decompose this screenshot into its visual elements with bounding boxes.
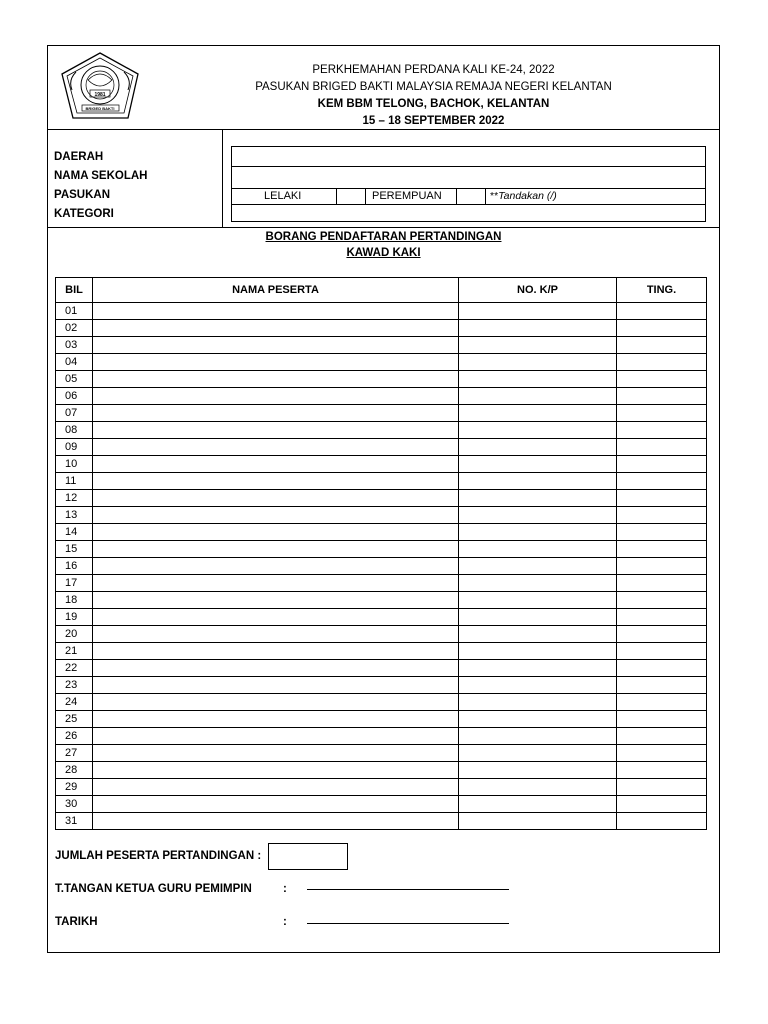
signature-colon: : <box>283 883 287 895</box>
female-label: PEREMPUAN <box>372 190 442 202</box>
nama-peserta-cell[interactable] <box>93 337 459 354</box>
no-kp-cell[interactable] <box>459 456 617 473</box>
row-number: 15 <box>56 541 93 558</box>
nama-peserta-cell[interactable] <box>93 609 459 626</box>
table-row <box>56 439 707 456</box>
table-row <box>56 354 707 371</box>
no-kp-cell[interactable] <box>459 677 617 694</box>
no-kp-cell[interactable] <box>459 320 617 337</box>
label-daerah: DAERAH <box>54 151 104 163</box>
row-number: 17 <box>56 575 93 592</box>
nama-peserta-cell[interactable] <box>93 626 459 643</box>
ting-cell[interactable] <box>617 354 707 371</box>
nama-peserta-cell[interactable] <box>93 541 459 558</box>
ting-cell[interactable] <box>617 507 707 524</box>
ting-cell[interactable] <box>617 456 707 473</box>
form-title <box>48 229 719 261</box>
no-kp-cell[interactable] <box>459 745 617 762</box>
row-number: 13 <box>56 507 93 524</box>
table-row <box>56 711 707 728</box>
table-row <box>56 524 707 541</box>
ting-cell[interactable] <box>617 439 707 456</box>
ting-cell[interactable] <box>617 303 707 320</box>
ting-cell[interactable] <box>617 371 707 388</box>
col-no-kp: NO. K/P <box>459 278 617 303</box>
no-kp-cell[interactable] <box>459 507 617 524</box>
table-row <box>56 660 707 677</box>
col-nama-peserta: NAMA PESERTA <box>93 278 459 303</box>
info-section <box>48 130 719 228</box>
no-kp-cell[interactable] <box>459 558 617 575</box>
row-number: 22 <box>56 660 93 677</box>
ting-cell[interactable] <box>617 711 707 728</box>
ting-cell[interactable] <box>617 728 707 745</box>
table-row <box>56 728 707 745</box>
label-pasukan: PASUKAN <box>54 189 111 201</box>
ting-cell[interactable] <box>617 677 707 694</box>
table-row <box>56 813 707 830</box>
ting-cell[interactable] <box>617 660 707 677</box>
row-number: 07 <box>56 405 93 422</box>
no-kp-cell[interactable] <box>459 643 617 660</box>
row-number: 09 <box>56 439 93 456</box>
male-checkbox[interactable] <box>336 188 366 205</box>
row-number: 06 <box>56 388 93 405</box>
table-row <box>56 490 707 507</box>
row-number: 28 <box>56 762 93 779</box>
ting-cell[interactable] <box>617 813 707 830</box>
ting-cell[interactable] <box>617 558 707 575</box>
male-label: LELAKI <box>264 190 302 202</box>
nama-peserta-cell[interactable] <box>93 439 459 456</box>
table-row <box>56 541 707 558</box>
row-number: 11 <box>56 473 93 490</box>
table-row <box>56 694 707 711</box>
nama-peserta-cell[interactable] <box>93 592 459 609</box>
logo-text: BRIGED BAKTI <box>85 106 115 111</box>
ting-cell[interactable] <box>617 473 707 490</box>
table-row <box>56 762 707 779</box>
date-colon: : <box>283 916 287 928</box>
nama-peserta-cell[interactable] <box>93 490 459 507</box>
ting-cell[interactable] <box>617 422 707 439</box>
header <box>48 46 719 130</box>
row-number: 31 <box>56 813 93 830</box>
row-number: 08 <box>56 422 93 439</box>
row-number: 02 <box>56 320 93 337</box>
no-kp-cell[interactable] <box>459 728 617 745</box>
no-kp-cell[interactable] <box>459 541 617 558</box>
row-number: 20 <box>56 626 93 643</box>
ting-cell[interactable] <box>617 796 707 813</box>
logo-year: 1981 <box>94 92 106 98</box>
row-number: 04 <box>56 354 93 371</box>
table-row <box>56 796 707 813</box>
ting-cell[interactable] <box>617 405 707 422</box>
table-row <box>56 388 707 405</box>
nama-peserta-cell[interactable] <box>93 745 459 762</box>
nama-peserta-cell[interactable] <box>93 660 459 677</box>
table-row <box>56 371 707 388</box>
participant-table <box>55 277 707 830</box>
table-row <box>56 643 707 660</box>
table-header <box>56 278 707 303</box>
nama-peserta-cell[interactable] <box>93 354 459 371</box>
briged-bakti-logo <box>58 50 143 124</box>
nama-peserta-cell[interactable] <box>93 779 459 796</box>
nama-peserta-cell[interactable] <box>93 388 459 405</box>
nama-peserta-cell[interactable] <box>93 813 459 830</box>
nama-peserta-cell[interactable] <box>93 422 459 439</box>
table-row <box>56 473 707 490</box>
no-kp-cell[interactable] <box>459 796 617 813</box>
no-kp-cell[interactable] <box>459 337 617 354</box>
no-kp-cell[interactable] <box>459 694 617 711</box>
no-kp-cell[interactable] <box>459 490 617 507</box>
table-row <box>56 422 707 439</box>
no-kp-cell[interactable] <box>459 473 617 490</box>
label-kategori: KATEGORI <box>54 208 114 220</box>
info-fields <box>231 146 706 222</box>
row-number: 19 <box>56 609 93 626</box>
row-number: 16 <box>56 558 93 575</box>
row-number: 12 <box>56 490 93 507</box>
date-label: TARIKH <box>55 916 98 928</box>
header-text <box>148 62 719 130</box>
ting-cell[interactable] <box>617 337 707 354</box>
info-labels <box>54 148 148 224</box>
row-number: 30 <box>56 796 93 813</box>
form-frame <box>47 45 720 953</box>
row-number: 24 <box>56 694 93 711</box>
ting-cell[interactable] <box>617 626 707 643</box>
no-kp-cell[interactable] <box>459 303 617 320</box>
nama-peserta-cell[interactable] <box>93 796 459 813</box>
nama-peserta-cell[interactable] <box>93 711 459 728</box>
venue: KEM BBM TELONG, BACHOK, KELANTAN <box>317 98 550 110</box>
row-number: 18 <box>56 592 93 609</box>
col-bil: BIL <box>56 278 93 303</box>
no-kp-cell[interactable] <box>459 371 617 388</box>
organization-name: PASUKAN BRIGED BAKTI MALAYSIA REMAJA NEGERI KELANTAN <box>255 81 612 93</box>
table-row <box>56 677 707 694</box>
no-kp-cell[interactable] <box>459 609 617 626</box>
no-kp-cell[interactable] <box>459 439 617 456</box>
ting-cell[interactable] <box>617 643 707 660</box>
no-kp-cell[interactable] <box>459 779 617 796</box>
nama-peserta-cell[interactable] <box>93 473 459 490</box>
ting-cell[interactable] <box>617 745 707 762</box>
ting-cell[interactable] <box>617 388 707 405</box>
table-row <box>56 507 707 524</box>
nama-peserta-cell[interactable] <box>93 320 459 337</box>
no-kp-cell[interactable] <box>459 354 617 371</box>
nama-peserta-cell[interactable] <box>93 694 459 711</box>
nama-peserta-cell[interactable] <box>93 371 459 388</box>
date-line[interactable] <box>307 923 509 924</box>
total-label: JUMLAH PESERTA PERTANDINGAN : <box>55 850 262 862</box>
no-kp-cell[interactable] <box>459 592 617 609</box>
ting-cell[interactable] <box>617 541 707 558</box>
row-number: 25 <box>56 711 93 728</box>
nama-peserta-cell[interactable] <box>93 405 459 422</box>
row-number: 03 <box>56 337 93 354</box>
no-kp-cell[interactable] <box>459 388 617 405</box>
kategori-field[interactable] <box>231 204 706 222</box>
nama-peserta-cell[interactable] <box>93 643 459 660</box>
ting-cell[interactable] <box>617 320 707 337</box>
table-row <box>56 405 707 422</box>
ting-cell[interactable] <box>617 762 707 779</box>
table-row <box>56 558 707 575</box>
nama-peserta-cell[interactable] <box>93 677 459 694</box>
ting-cell[interactable] <box>617 524 707 541</box>
total-participants-field[interactable] <box>268 843 348 870</box>
table-row <box>56 303 707 320</box>
ting-cell[interactable] <box>617 779 707 796</box>
row-number: 01 <box>56 303 93 320</box>
row-number: 10 <box>56 456 93 473</box>
table-row <box>56 456 707 473</box>
no-kp-cell[interactable] <box>459 711 617 728</box>
no-kp-cell[interactable] <box>459 575 617 592</box>
row-number: 14 <box>56 524 93 541</box>
nama-peserta-cell[interactable] <box>93 456 459 473</box>
signature-line[interactable] <box>307 889 509 890</box>
nama-peserta-cell[interactable] <box>93 524 459 541</box>
ting-cell[interactable] <box>617 575 707 592</box>
table-row <box>56 320 707 337</box>
ting-cell[interactable] <box>617 609 707 626</box>
nama-peserta-cell[interactable] <box>93 507 459 524</box>
nama-peserta-cell[interactable] <box>93 558 459 575</box>
nama-peserta-cell[interactable] <box>93 762 459 779</box>
no-kp-cell[interactable] <box>459 813 617 830</box>
nama-peserta-cell[interactable] <box>93 303 459 320</box>
ting-cell[interactable] <box>617 694 707 711</box>
pasukan-gender-row <box>231 188 706 205</box>
nama-peserta-cell[interactable] <box>93 575 459 592</box>
row-number: 05 <box>56 371 93 388</box>
table-row <box>56 337 707 354</box>
row-number: 26 <box>56 728 93 745</box>
info-divider <box>222 130 223 227</box>
female-checkbox[interactable] <box>456 188 486 205</box>
row-number: 29 <box>56 779 93 796</box>
table-row <box>56 745 707 762</box>
no-kp-cell[interactable] <box>459 762 617 779</box>
daerah-field[interactable] <box>231 146 706 167</box>
event-title: PERKHEMAHAN PERDANA KALI KE-24, 2022 <box>312 64 555 76</box>
row-number: 27 <box>56 745 93 762</box>
table-row <box>56 575 707 592</box>
table-row <box>56 609 707 626</box>
table-row <box>56 592 707 609</box>
form-title-main: BORANG PENDAFTARAN PERTANDINGAN <box>265 231 502 243</box>
label-nama-sekolah: NAMA SEKOLAH <box>54 170 148 182</box>
nama-sekolah-field[interactable] <box>231 166 706 189</box>
table-row <box>56 626 707 643</box>
signature-label: T.TANGAN KETUA GURU PEMIMPIN <box>55 883 252 895</box>
nama-peserta-cell[interactable] <box>93 728 459 745</box>
row-number: 23 <box>56 677 93 694</box>
ting-cell[interactable] <box>617 592 707 609</box>
no-kp-cell[interactable] <box>459 524 617 541</box>
ting-cell[interactable] <box>617 490 707 507</box>
row-number: 21 <box>56 643 93 660</box>
no-kp-cell[interactable] <box>459 660 617 677</box>
tick-note: **Tandakan (/) <box>490 190 557 202</box>
no-kp-cell[interactable] <box>459 422 617 439</box>
col-ting: TING. <box>617 278 707 303</box>
table-row <box>56 779 707 796</box>
form-title-event: KAWAD KAKI <box>346 247 421 259</box>
no-kp-cell[interactable] <box>459 626 617 643</box>
event-dates: 15 – 18 SEPTEMBER 2022 <box>362 115 505 127</box>
no-kp-cell[interactable] <box>459 405 617 422</box>
